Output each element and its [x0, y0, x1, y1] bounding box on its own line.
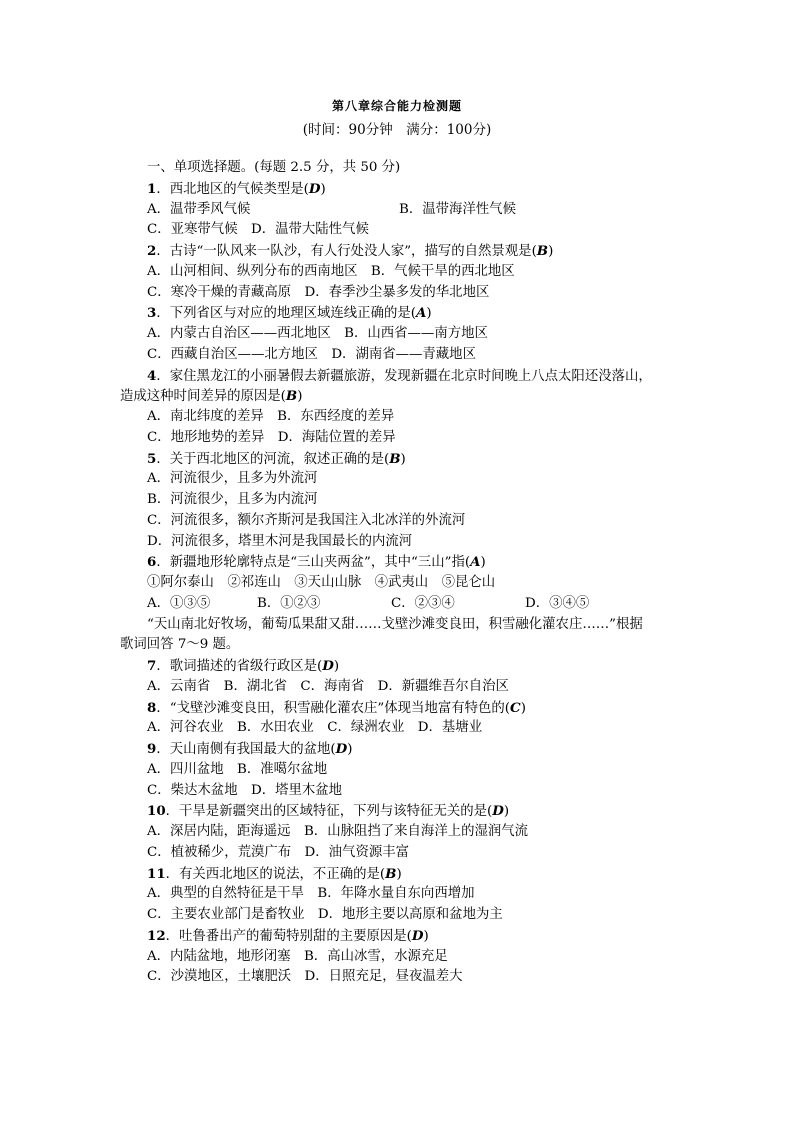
answer-10: D	[492, 803, 504, 820]
question-7-options: A．云南省 B．湖北省 C．海南省 D．新疆维吾尔自治区	[147, 678, 509, 694]
question-11-stem: 11．有关西北地区的说法，不正确的是(B)	[147, 865, 402, 882]
section-heading: 一、单项选择题。(每题 2.5 分，共 50 分)	[147, 160, 401, 175]
answer-11: B	[385, 865, 397, 882]
question-2-options-ab: A．山河相间、纵列分布的西南地区 B．气候干旱的西北地区	[147, 263, 515, 279]
question-6-items: ①阿尔泰山 ②祁连山 ③天山山脉 ④武夷山 ⑤昆仑山	[147, 575, 496, 590]
question-7-stem: 7．歌词描述的省级行政区是(D)	[147, 658, 340, 674]
question-9-options-cd: C．柴达木盆地 D．塔里木盆地	[147, 782, 343, 798]
answer-6: A	[470, 554, 481, 571]
question-5-option-a: A．河流很少，且多为外流河	[147, 471, 318, 487]
question-12-options-cd: C．沙漠地区，土壤肥沃 D．日照充足，昼夜温差大	[147, 969, 463, 985]
question-6-stem: 6．新疆地形轮廓特点是“三山夹两盆”，其中“三山”指(A)	[147, 554, 486, 571]
question-10-stem: 10．干旱是新疆突出的区域特征，下列与该特征无关的是(D)	[147, 803, 510, 820]
question-2-stem: 2．古诗“一队风来一队沙，有人行处没人家”，描写的自然景观是(B)	[147, 243, 554, 259]
question-11-options-ab: A．典型的自然特征是干旱 B．年降水量自东向西增加	[147, 886, 475, 902]
answer-7: D	[322, 658, 334, 674]
question-11-options-cd: C．主要农业部门是畜牧业 D．地形主要以高原和盆地为主	[147, 907, 503, 922]
question-body	[120, 158, 680, 988]
question-2-options-cd: C．寒冷干燥的青藏高原 D．春季沙尘暴多发的华北地区	[147, 284, 490, 300]
question-5-stem: 5．关于西北地区的河流，叙述正确的是(B)	[147, 450, 406, 467]
question-12-stem: 12．吐鲁番出产的葡萄特别甜的主要原因是(D)	[147, 927, 429, 944]
answer-5: B	[389, 450, 401, 467]
passage-line-2: 歌词回答 7～9 题。	[120, 637, 240, 653]
question-6-options: A．①③⑤ B．①②③ C．②③④ D．③④⑤	[147, 595, 590, 611]
question-10-options-cd: C．植被稀少，荒漠广布 D．油气资源丰富	[147, 844, 410, 860]
question-5-option-b: B．河流很少，且多为内流河	[147, 492, 318, 507]
question-5-option-d: D．河流很多，塔里木河是我国最长的内流河	[147, 533, 413, 549]
answer-4: B	[285, 388, 298, 405]
question-4-stem-cont: 造成这种时间差异的原因是(B)	[120, 388, 303, 405]
page-title: 第八章综合能力检测题	[331, 99, 462, 113]
passage-line-1: “天山南北好牧场，葡萄瓜果甜又甜……戈壁沙滩变良田，积雪融化灌农庄……”根据	[147, 616, 643, 632]
question-3-options-ab: A．内蒙古自治区——西北地区 B．山西省——南方地区	[147, 326, 488, 341]
question-4-stem: 4．家住黑龙江的小丽暑假去新疆旅游，发现新疆在北京时间晚上八点太阳还没落山，	[147, 367, 652, 384]
question-9-stem: 9．天山南侧有我国最大的盆地(D)	[147, 741, 353, 757]
question-4-options-cd: C．地形地势的差异 D．海陆位置的差异	[147, 429, 396, 445]
question-8-stem: 8．“戈壁沙滩变良田，积雪融化灌农庄”体现当地富有特色的(C)	[147, 699, 526, 716]
question-5-option-c: C．河流很多，额尔齐斯河是我国注入北冰洋的外流河	[147, 512, 466, 528]
question-4-options-ab: A．南北纬度的差异 B．东西经度的差异	[147, 409, 395, 424]
question-1-options-ab: A．温带季风气候 B．温带海洋性气候	[147, 201, 516, 217]
page-subtitle: (时间：90分钟 满分：100分)	[302, 122, 492, 138]
answer-9: D	[335, 741, 348, 757]
question-8-options: A．河谷农业 B．水田农业 C．绿洲农业 D．基塘业	[147, 720, 483, 736]
question-1-stem: 1．西北地区的气候类型是(D)	[147, 180, 326, 197]
answer-3: A	[415, 305, 427, 322]
question-3-stem: 3．下列省区与对应的地理区域连线正确的是(A)	[147, 305, 432, 322]
answer-8: C	[510, 699, 521, 716]
question-9-options-ab: A．四川盆地 B．准噶尔盆地	[147, 761, 328, 777]
question-12-options-ab: A．内陆盆地，地形闭塞 B．高山冰雪，水源充足	[147, 948, 448, 964]
question-1-options-cd: C．亚寒带气候 D．温带大陆性气候	[147, 222, 369, 238]
question-10-options-ab: A．深居内陆，距海遥远 B．山脉阻挡了来自海洋上的湿润气流	[147, 824, 529, 839]
answer-12: D	[411, 927, 424, 944]
question-3-options-cd: C．西藏自治区——北方地区 D．湖南省——青藏地区	[147, 346, 476, 362]
answer-1: D	[308, 180, 321, 197]
answer-2: B	[536, 243, 549, 259]
